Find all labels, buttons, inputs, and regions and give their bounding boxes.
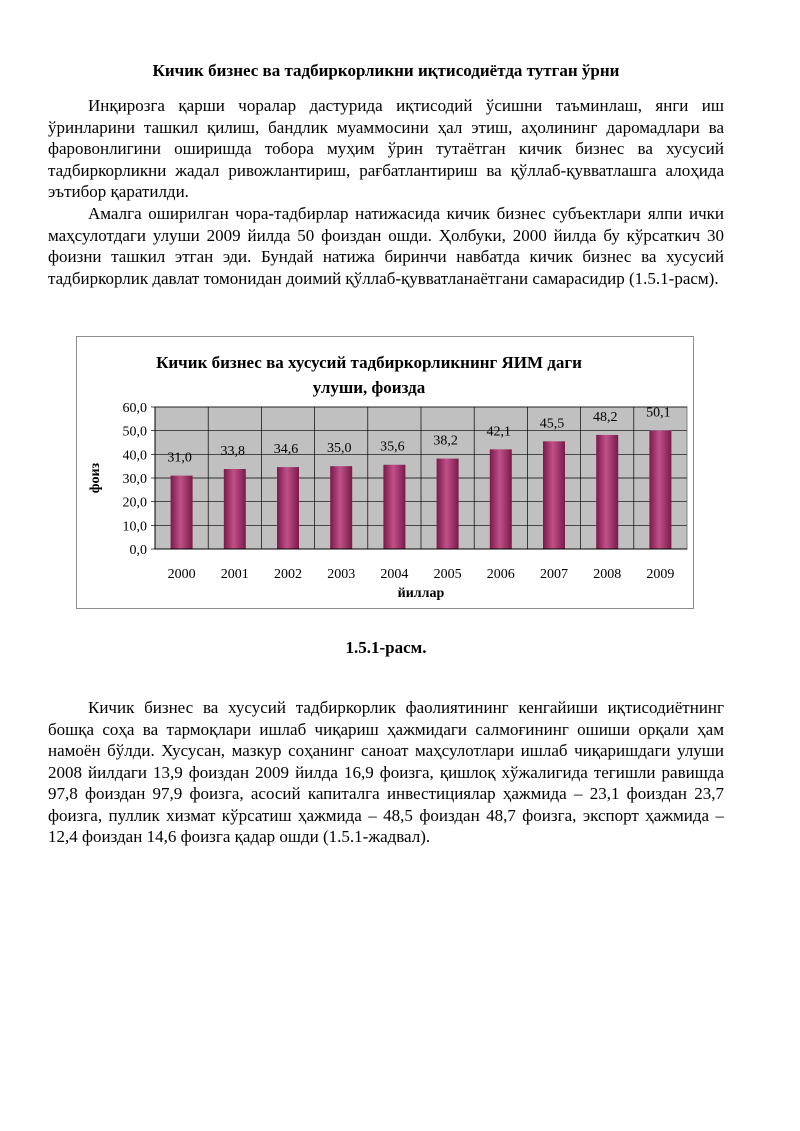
chart-figure bbox=[76, 336, 694, 609]
x-tick-label: 2009 bbox=[646, 567, 675, 582]
data-label: 35,0 bbox=[326, 441, 352, 457]
bar-2009 bbox=[649, 430, 671, 549]
x-tick-label: 2001 bbox=[220, 567, 249, 582]
data-label: 50,1 bbox=[646, 405, 671, 421]
paragraph-2: Амалга оширилган чора-тадбирлар натижасида кичик бизнес субъектлари ялпи ички маҳсулотдаги улуши 2009 йилда 50 фоиздан ошди. Ҳолбуки, 2000 йилда бу кўрсаткич 30 фоизни ташкил этган эди. Бундай натижа биринчи навбатда кичик бизнес ва хусусий тадбиркорлик давлат томонидан доимий қўллаб-қувватланаётгани самарасидир (1.5.1-расм). bbox=[48, 204, 724, 288]
x-tick-label: 2000 bbox=[167, 567, 196, 582]
data-label: 33,8 bbox=[220, 444, 246, 460]
y-tick-label: 20,0 bbox=[122, 495, 147, 511]
y-tick-label: 0,0 bbox=[129, 543, 147, 558]
x-tick-label: 2006 bbox=[486, 567, 515, 582]
bar-2004 bbox=[383, 465, 405, 549]
y-axis-title: фоиз bbox=[88, 462, 103, 494]
data-label: 31,0 bbox=[167, 450, 192, 466]
data-label: 35,6 bbox=[380, 439, 405, 455]
y-tick-label: 40,0 bbox=[122, 448, 147, 464]
bar-2003 bbox=[330, 466, 352, 549]
bar-2001 bbox=[224, 469, 246, 549]
y-tick-label: 30,0 bbox=[122, 472, 147, 487]
bar-2007 bbox=[543, 441, 565, 549]
section-heading: Кичик бизнес ва тадбиркорликни иқтисодиётда тутган ўрни bbox=[152, 61, 620, 80]
x-tick-label: 2002 bbox=[274, 567, 302, 582]
data-label: 42,1 bbox=[486, 424, 512, 440]
paragraph-3: Кичик бизнес ва хусусий тадбиркорлик фаолиятининг кенгайиши иқтисодиётнинг бошқа соҳа ва тармоқлари ишлаб чиқариш ҳажмидаги салмоғининг ошиши орқали ҳам намоён бўлди. Хусусан, мазкур соҳанинг саноат маҳсулотлари ишлаб чиқаришдаги улуши 2008 йилдаги 13,9 фоиздан 2009 йилда 16,9 фоизга, қишлоқ хўжалигида тегишли равишда 97,8 фоиздан 97,9 фоизга, асосий капиталга инвестициялар ҳажмида – 23,1 фоиздан 23,7 фоизга, пуллик хизмат кўрсатиш ҳажмида – 48,5 фоиздан 48,7 фоизга, экспорт ҳажмида – 12,4 фоиздан 14,6 фоизга қадар ошди (1.5.1-жадвал). bbox=[48, 698, 724, 846]
bar-2002 bbox=[277, 467, 299, 549]
data-label: 45,5 bbox=[539, 416, 565, 432]
x-tick-label: 2005 bbox=[433, 567, 462, 582]
x-tick-label: 2004 bbox=[380, 567, 409, 582]
y-tick-label: 50,0 bbox=[122, 424, 147, 440]
data-label: 48,2 bbox=[592, 409, 618, 425]
x-tick-label: 2008 bbox=[593, 567, 622, 582]
bar-2008 bbox=[596, 435, 618, 549]
chart-title-line: Кичик бизнес ва хусусий тадбиркорликнинг ЯИМ даги bbox=[156, 353, 582, 372]
y-tick-label: 60,0 bbox=[122, 401, 147, 416]
data-label: 38,2 bbox=[433, 433, 458, 449]
x-axis-title: йиллар bbox=[397, 586, 445, 601]
x-tick-label: 2007 bbox=[540, 567, 568, 582]
figure-caption: 1.5.1-расм. bbox=[345, 638, 427, 657]
paragraph-1: Инқирозга қарши чоралар дастурида иқтисодий ўсишни таъминлаш, янги иш ўринларини ташкил қилиш, бандлик муаммосини ҳал этиш, аҳолининг даромадлари ва фаровонлигини оширишда тобора муҳим ўрин тутаётган кичик бизнес ва хусусий тадбиркорликни жадал ривожлантириш, рағбатлантириш ва қўллаб-қувватлашга алоҳида эътибор қаратилди. bbox=[48, 96, 724, 201]
chart-title-line: улуши, фоизда bbox=[312, 378, 426, 397]
data-label: 34,6 bbox=[273, 442, 299, 458]
x-tick-label: 2003 bbox=[327, 567, 356, 582]
bar-chart bbox=[77, 337, 695, 610]
y-tick-label: 10,0 bbox=[122, 519, 147, 535]
bar-2006 bbox=[490, 449, 512, 549]
bar-2000 bbox=[171, 476, 193, 549]
bar-2005 bbox=[437, 459, 459, 549]
